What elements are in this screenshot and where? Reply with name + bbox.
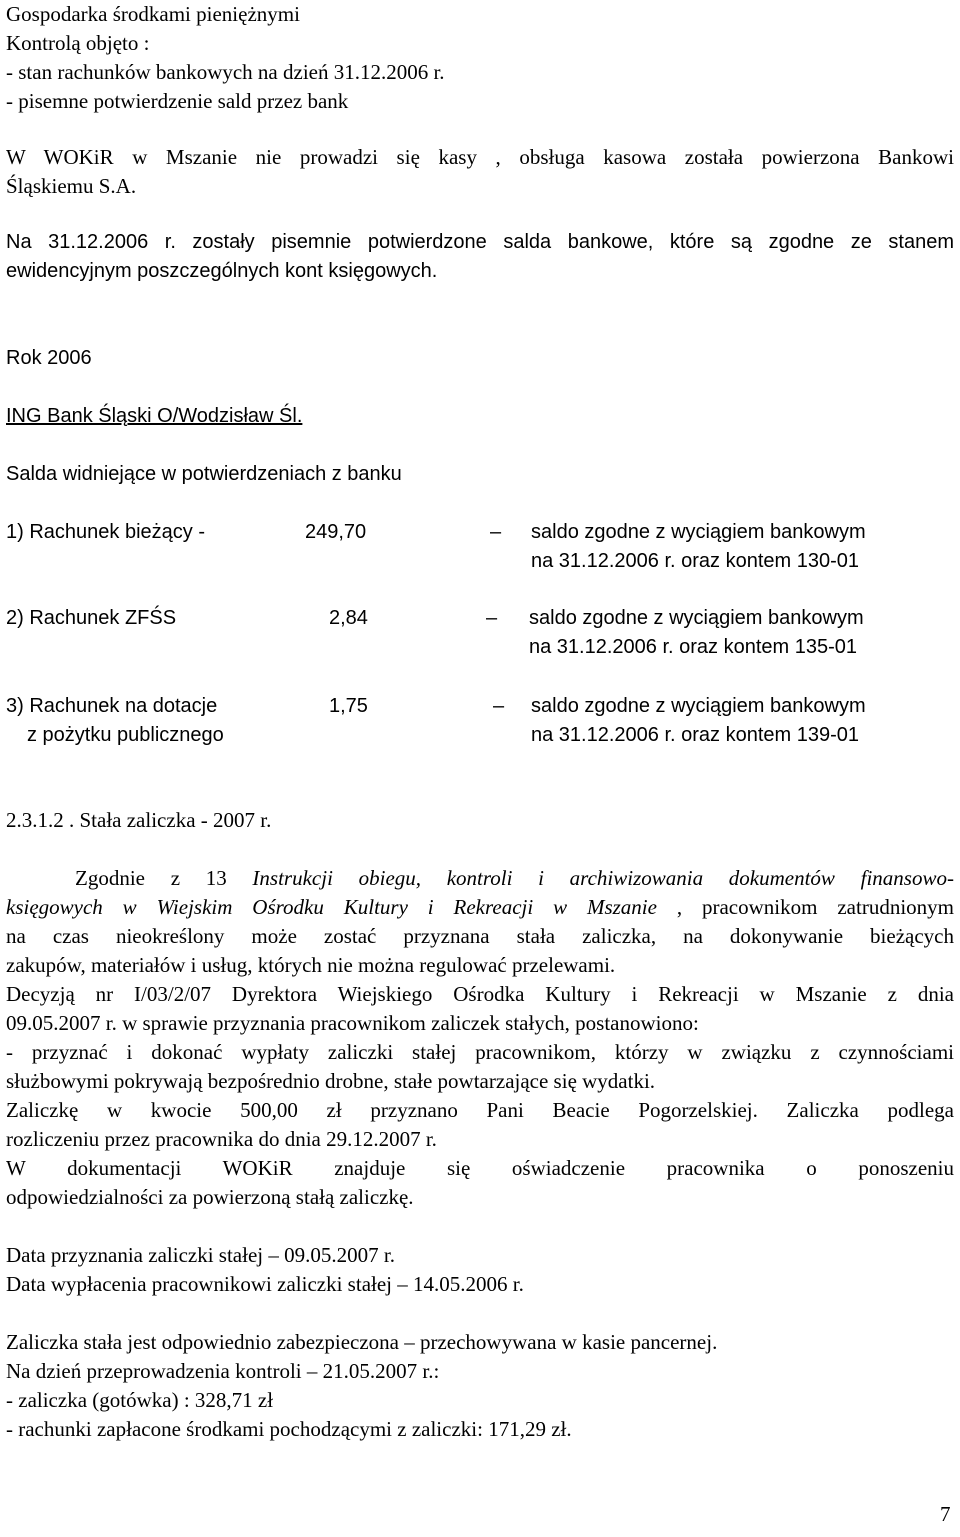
account-name-continued: z pożytku publicznego	[27, 724, 224, 746]
paragraph-text: , pracownikom zatrudnionym	[656, 895, 954, 919]
account-amount: 1,75	[329, 695, 368, 717]
confirmation-line: ewidencyjnym poszczególnych kont księgowych.	[6, 260, 438, 282]
paragraph-line: zakupów, materiałów i usług, których nie można regulować przelewami.	[6, 953, 616, 977]
page-number: 7	[940, 1502, 951, 1526]
section-title: Gospodarka środkami pieniężnymi	[6, 2, 300, 26]
paragraph-line: rozliczeniu przez pracownika do dnia 29.12.2007 r.	[6, 1127, 437, 1151]
balances-heading: Salda widniejące w potwierdzeniach z banku	[6, 463, 402, 485]
paragraph-line: Zaliczkę w kwocie 500,00 zł przyznano Pani Beacie Pogorzelskiej. Zaliczka podlega	[6, 1098, 954, 1122]
year-label: Rok 2006	[6, 347, 92, 369]
paragraph-line: na czas nieokreślony może zostać przyznana stała zaliczka, na dokonywanie bieżących	[6, 924, 954, 948]
dash: –	[493, 695, 505, 717]
payment-date: Data wypłacenia pracownikowi zaliczki stałej – 14.05.2006 r.	[6, 1272, 524, 1296]
account-name: 3) Rachunek na dotacje	[6, 695, 218, 717]
instruction-title: księgowych w Wiejskim Ośrodku Kultury i Rekreacji w Mszanie	[6, 895, 657, 919]
control-item: - stan rachunków bankowych na dzień 31.12.2006 r.	[6, 60, 445, 84]
control-item: - pisemne potwierdzenie sald przez bank	[6, 89, 349, 113]
intro-line: W WOKiR w Mszanie nie prowadzi się kasy , obsługa kasowa została powierzona Bankowi	[6, 145, 954, 169]
dash: –	[486, 607, 498, 629]
confirmation-line: Na 31.12.2006 r. zostały pisemnie potwierdzone salda bankowe, które są zgodne ze stanem	[6, 231, 954, 253]
bank-name: ING Bank Śląski O/Wodzisław Śl.	[6, 405, 303, 427]
paragraph-text: Zgodnie z 13	[75, 866, 253, 890]
paragraph-line: 09.05.2007 r. w sprawie przyznania pracownikom zaliczek stałych, postanowiono:	[6, 1011, 699, 1035]
dash: –	[490, 521, 502, 543]
control-date: Na dzień przeprowadzenia kontroli – 21.05.2007 r.:	[6, 1359, 440, 1383]
account-name: 1) Rachunek bieżący -	[6, 521, 205, 543]
control-scope-label: Kontrolą objęto :	[6, 31, 150, 55]
subsection-heading: 2.3.1.2 . Stała zaliczka - 2007 r.	[6, 808, 272, 832]
bills-amount: - rachunki zapłacone środkami pochodzącymi z zaliczki: 171,29 zł.	[6, 1417, 572, 1441]
account-note: saldo zgodne z wyciągiem bankowym	[531, 521, 866, 543]
account-amount: 2,84	[329, 607, 368, 629]
instruction-title: Instrukcji obiegu, kontroli i archiwizowania dokumentów finansowo-	[252, 866, 954, 890]
paragraph-line: służbowymi pokrywają bezpośrednio drobne, stałe powtarzające się wydatki.	[6, 1069, 656, 1093]
account-note: na 31.12.2006 r. oraz kontem 135-01	[529, 636, 858, 658]
paragraph-line	[6, 864, 954, 893]
account-name: 2) Rachunek ZFŚS	[6, 607, 177, 629]
paragraph-line: - przyznać i dokonać wypłaty zaliczki stałej pracownikom, którzy w związku z czynnościami	[6, 1040, 954, 1064]
paragraph-line: odpowiedzialności za powierzoną stałą zaliczkę.	[6, 1185, 414, 1209]
security-line: Zaliczka stała jest odpowiednio zabezpieczona – przechowywana w kasie pancernej.	[6, 1330, 718, 1354]
account-note: na 31.12.2006 r. oraz kontem 130-01	[531, 550, 860, 572]
account-note: saldo zgodne z wyciągiem bankowym	[531, 695, 866, 717]
cash-amount: - zaliczka (gotówka) : 328,71 zł	[6, 1388, 274, 1412]
intro-line: Śląskiemu S.A.	[6, 174, 137, 198]
grant-date: Data przyznania zaliczki stałej – 09.05.2007 r.	[6, 1243, 395, 1267]
account-note: na 31.12.2006 r. oraz kontem 139-01	[531, 724, 860, 746]
account-amount: 249,70	[305, 521, 367, 543]
paragraph-line: Decyzją nr I/03/2/07 Dyrektora Wiejskiego Ośrodka Kultury i Rekreacji w Mszanie z dnia	[6, 982, 954, 1006]
paragraph-line: W dokumentacji WOKiR znajduje się oświadczenie pracownika o ponoszeniu	[6, 1156, 954, 1180]
account-note: saldo zgodne z wyciągiem bankowym	[529, 607, 864, 629]
paragraph-line	[6, 893, 954, 922]
